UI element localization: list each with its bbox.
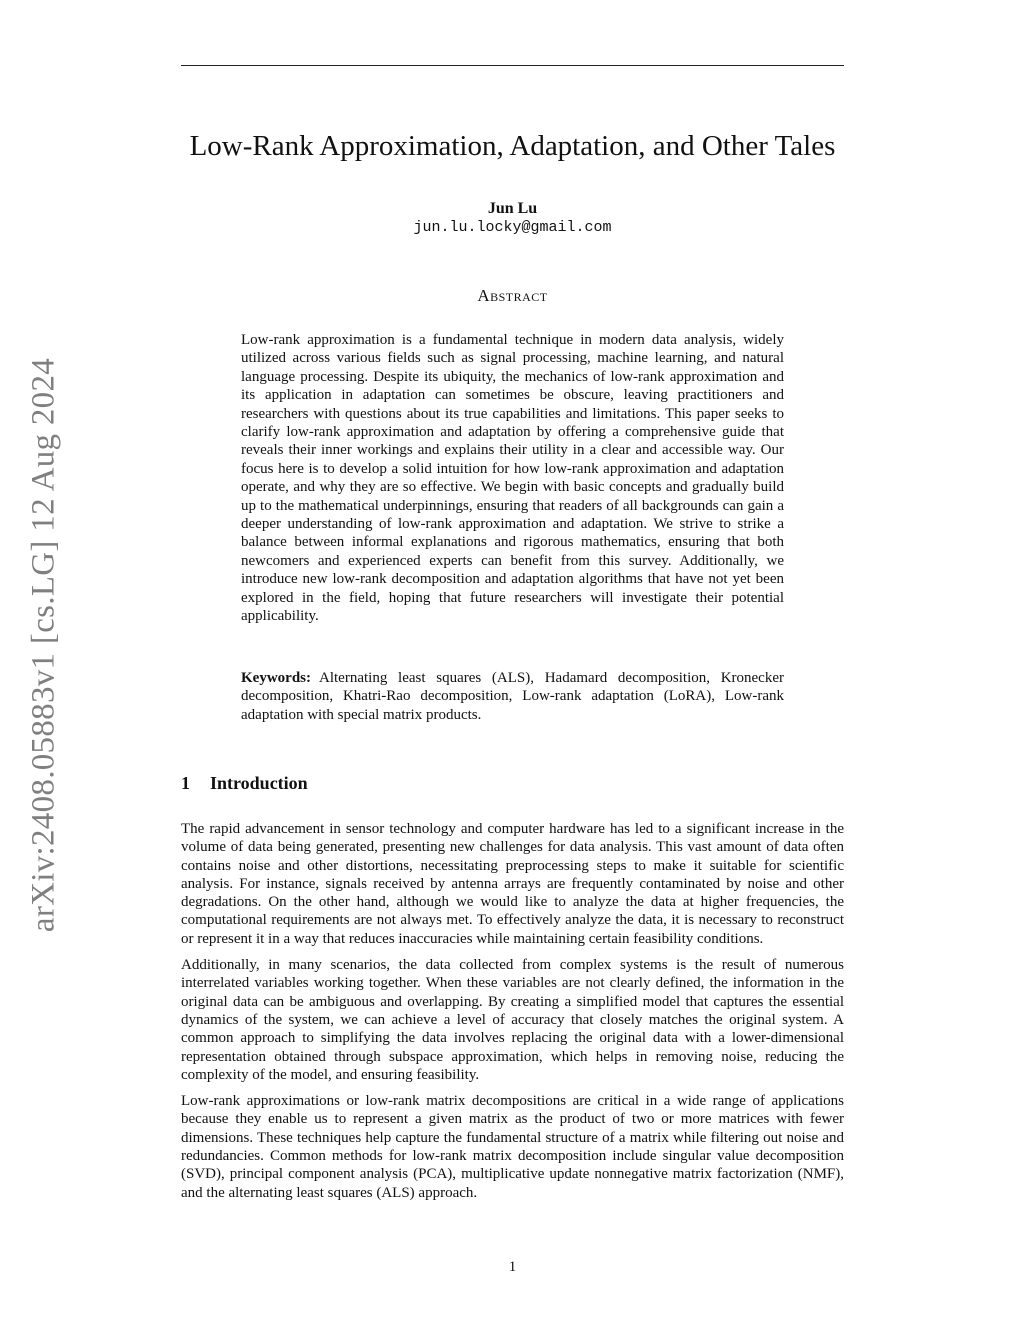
keywords-text: Alternating least squares (ALS), Hadamard decomposition, Kronecker decomposition, Khatri-Rao decomposition, Low-rank adaptation (LoRA), Low-rank adaptation with special matrix products. — [241, 670, 784, 723]
paragraph: Low-rank approximations or low-rank matrix decompositions are critical in a wide range of applications because they enable us to represent a given matrix as the product of two or more matrices with fewer dimensions. These techniques help capture the fundamental structure of a matrix while filtering out noise and redundancies. Common methods for low-rank matrix decomposition include singular value decomposition (SVD), principal component analysis (PCA), multiplicative update nonnegative matrix factorization (NMF), and the alternating least squares (ALS) approach. — [181, 1093, 844, 1201]
abstract-heading: Abstract — [477, 286, 548, 305]
author-block — [181, 199, 844, 237]
section-heading — [181, 772, 308, 794]
paragraph: The rapid advancement in sensor technology and computer hardware has led to a significant increase in the volume of data being generated, presenting new challenges for data analysis. This vast amount of data often contains noise and other distortions, necessitating preprocessing steps to make it suitable for scientific analysis. For instance, signals received by antenna arrays are frequently contaminated by noise and other degradations. On the other hand, although we would like to analyze the data at higher frequencies, the computational requirements are not always met. To effectively analyze the data, it is necessary to reconstruct or represent it in a way that reduces inaccuracies while maintaining certain feasibility conditions. — [181, 821, 844, 947]
author-email: jun.lu.locky@gmail.com — [413, 219, 612, 236]
section-title: Introduction — [210, 773, 308, 793]
keywords — [241, 669, 784, 724]
page-number: 1 — [508, 1259, 517, 1275]
keywords-label: Keywords: — [241, 670, 311, 686]
arxiv-stamp: arXiv:2408.05883v1 [cs.LG] 12 Aug 2024 — [25, 357, 62, 933]
body-text — [181, 820, 844, 1210]
section-number: 1 — [181, 773, 190, 793]
top-rule — [181, 65, 844, 66]
paper-title: Low-Rank Approximation, Adaptation, and Other Tales — [189, 130, 836, 162]
author-name: Jun Lu — [487, 200, 538, 217]
abstract-text: Low-rank approximation is a fundamental technique in modern data analysis, widely utilized across various fields such as signal processing, machine learning, and natural language processing. Despite its ubiquity, the mechanics of low-rank approximation and its application in adaptation can sometimes be obscure, leaving practitioners and researchers with questions about its true capabilities and limitations. This paper seeks to clarify low-rank approximation and adaptation by offering a comprehensive guide that reveals their inner workings and explains their utility in a clear and accessible way. Our focus here is to develop a solid intuition for how low-rank approximation and adaptation operate, and why they are so effective. We begin with basic concepts and gradually build up to the mathematical underpinnings, ensuring that readers of all backgrounds can gain a deeper understanding of low-rank approximation and adaptation. We strive to strike a balance between informal explanations and rigorous mathematics, ensuring that both newcomers and experienced experts can benefit from this survey. Additionally, we introduce new low-rank decomposition and adaptation algorithms that have not yet been explored in the field, hoping that future researchers will investigate their potential applicability. — [241, 332, 784, 625]
paragraph: Additionally, in many scenarios, the data collected from complex systems is the result of numerous interrelated variables working together. When these variables are not clearly defined, the information in the original data can be ambiguous and overlapping. By creating a simplified model that captures the essential dynamics of the system, we can achieve a level of accuracy that closely matches the original system. A common approach to simplifying the data involves replacing the original data with a lower-dimensional representation obtained through subspace approximation, which helps in removing noise, reducing the complexity of the model, and ensuring feasibility. — [181, 957, 844, 1083]
